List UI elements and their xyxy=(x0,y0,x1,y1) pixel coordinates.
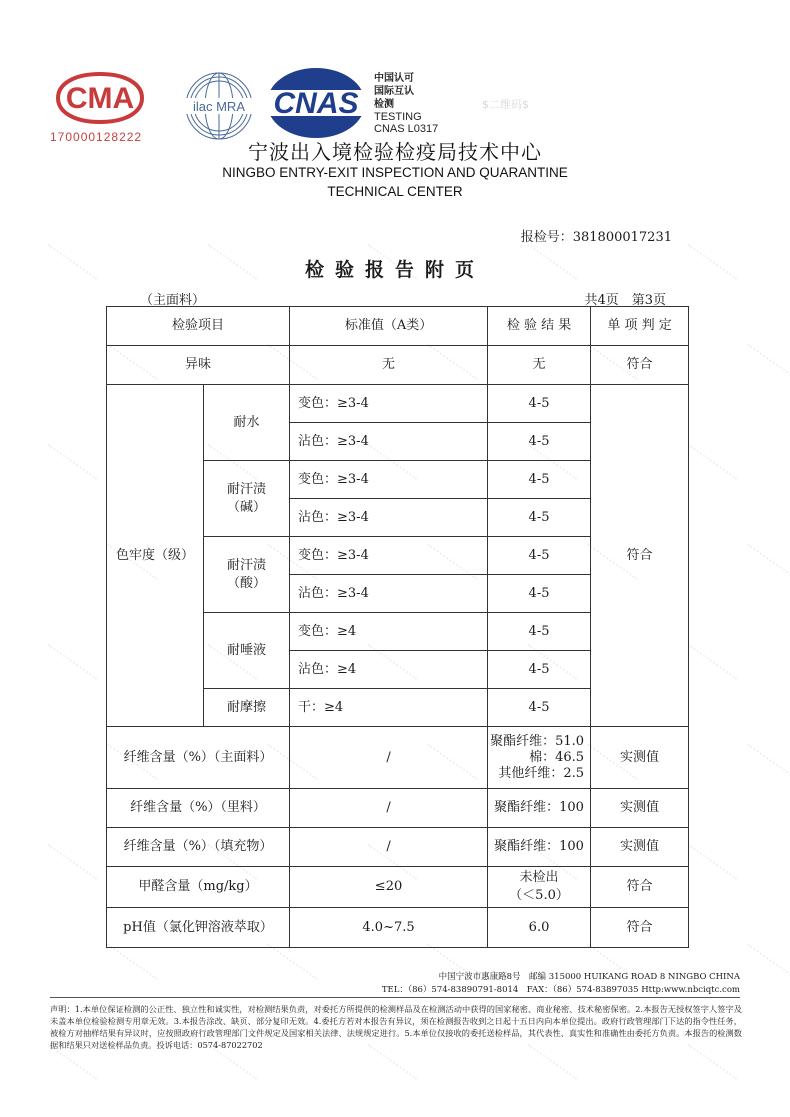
verdict-cell: 实测值 xyxy=(591,789,689,828)
table-row xyxy=(107,346,689,385)
result-cell: 4-5 xyxy=(488,537,591,575)
result-cell xyxy=(488,867,591,908)
item-cell: 纤维含量（%）（填充物） xyxy=(107,828,290,867)
standard-cell: 变色：≥3-4 xyxy=(290,385,488,423)
results-table xyxy=(106,306,689,948)
verdict-cell: 实测值 xyxy=(591,828,689,867)
result-line: （＜5.0） xyxy=(509,888,569,903)
watermark-mark xyxy=(743,544,790,587)
watermark-mark xyxy=(43,644,98,687)
standard-cell: 沾色：≥3-4 xyxy=(290,423,488,461)
subitem-cell: 耐摩擦 xyxy=(204,689,290,727)
watermark-mark xyxy=(263,944,318,987)
watermark-mark xyxy=(743,944,790,987)
cma-number: 170000128222 xyxy=(50,130,143,144)
result-cell xyxy=(488,727,591,789)
result-cell: 6.0 xyxy=(488,908,591,948)
result-line: 棉：46.5 xyxy=(529,749,585,765)
header-standard: 标准值（A类） xyxy=(290,307,488,346)
header-verdict: 单 项 判 定 xyxy=(591,307,689,346)
fabric-label: （主面料） xyxy=(140,293,206,308)
result-cell: 4-5 xyxy=(488,613,591,651)
result-cell: 4-5 xyxy=(488,423,591,461)
colorfastness-verdict-cell: 符合 xyxy=(591,385,689,727)
table-row xyxy=(107,727,689,789)
ilac-mra-logo-icon xyxy=(178,70,260,142)
item-cell: 异味 xyxy=(107,346,290,385)
table-row xyxy=(107,385,689,423)
watermark-mark xyxy=(743,344,790,387)
watermark-mark xyxy=(683,844,738,887)
verdict-cell: 符合 xyxy=(591,908,689,948)
result-line: 聚酯纤维：51.0 xyxy=(490,733,585,749)
result-cell: 无 xyxy=(488,346,591,385)
subitem-cell: 耐唾液 xyxy=(204,613,290,689)
header-result: 检 验 结 果 xyxy=(488,307,591,346)
cma-logo-text: CMA xyxy=(65,82,135,115)
item-cell: 纤维含量（%）（主面料） xyxy=(107,727,290,789)
org-name-en-line2: TECHNICAL CENTER xyxy=(327,184,463,199)
standard-cell: 变色：≥3-4 xyxy=(290,537,488,575)
result-cell: 4-5 xyxy=(488,499,591,537)
result-cell: 4-5 xyxy=(488,575,591,613)
ilac-logo-text: ilac MRA xyxy=(192,99,246,114)
footer-disclaimer: 声明：1.本单位保证检测的公正性、独立性和诚实性，对检测结果负责，对委托方所提供的检测样品及在检测活动中获得的国家秘密、商业秘密、技术秘密保密。2.本报告无授权签字人签字及未盖本单位检验检测专用章无效。3.本报告涂改、缺页、部分复印无效。4.委托方若对本报告有异议，须在检测报告收到之日起十五日内向本单位提出。政府行政管理部门下达的指令性任务，被检方对抽样结果有异议时，应按照政府行政管理部门文件规定及国家相关法律、法规规定进行。5.本单位仅接收的委托送检样品，其代表性、真实性和准确性由委托方负责。本报告的检测数据和结果只对送检样品负责。投诉电话：0574-87022702 xyxy=(50,1004,742,1050)
result-cell: 4-5 xyxy=(488,651,591,689)
qr-placeholder-text: $二维码$ xyxy=(482,98,529,111)
result-line: 未检出 xyxy=(519,870,559,885)
result-cell: 4-5 xyxy=(488,385,591,423)
table-header-row xyxy=(107,307,689,346)
colorfastness-item-cell: 色牢度（级） xyxy=(107,385,204,727)
subitem-cell: 耐汗渍 （酸） xyxy=(204,537,290,613)
cnas-cn-line: 国际互认 xyxy=(374,86,414,97)
cnas-en-line: TESTING xyxy=(374,111,422,123)
item-cell: 纤维含量（%）（里料） xyxy=(107,789,290,828)
footer-address: 中国宁波市惠康路8号 邮编 315000 HUIKANG ROAD 8 NINGBO CHINA xyxy=(438,972,740,982)
org-name-en-line1: NINGBO ENTRY-EXIT INSPECTION AND QUARANTINE xyxy=(222,165,568,180)
result-cell: 聚酯纤维：100 xyxy=(488,789,591,828)
cnas-cn-line: 中国认可 xyxy=(374,73,414,84)
watermark-mark xyxy=(43,844,98,887)
watermark-mark xyxy=(43,444,98,487)
cnas-logo-text: CNAS xyxy=(273,87,359,120)
subitem-cell: 耐水 xyxy=(204,385,290,461)
result-cell: 4-5 xyxy=(488,461,591,499)
cnas-cn-line: 检测 xyxy=(374,99,394,110)
verdict-cell: 符合 xyxy=(591,346,689,385)
cnas-cn-label xyxy=(374,72,414,111)
standard-cell: 干：≥4 xyxy=(290,689,488,727)
page-info: 共4页 第3页 xyxy=(584,293,666,308)
standard-cell: 4.0~7.5 xyxy=(290,908,488,948)
cnas-en-label xyxy=(374,111,438,135)
item-cell: pH值（氯化钾溶液萃取） xyxy=(107,908,290,948)
standard-cell: / xyxy=(290,789,488,828)
table-row xyxy=(107,867,689,908)
standard-cell: / xyxy=(290,727,488,789)
item-cell: 甲醛含量（mg/kg） xyxy=(107,867,290,908)
table-row xyxy=(107,908,689,948)
standard-cell: ≤20 xyxy=(290,867,488,908)
verdict-cell: 实测值 xyxy=(591,727,689,789)
standard-cell: / xyxy=(290,828,488,867)
header-item: 检验项目 xyxy=(107,307,290,346)
cnas-en-line: CNAS L0317 xyxy=(374,123,439,135)
footer-contact: TEL：（86）574-83890791-8014 FAX：（86）574-83897035 Http:www.nbciqtc.com xyxy=(381,985,740,995)
standard-cell: 变色：≥4 xyxy=(290,613,488,651)
watermark-mark xyxy=(103,944,158,987)
standard-cell: 变色：≥3-4 xyxy=(290,461,488,499)
cma-logo-icon xyxy=(52,70,148,126)
result-line: 其他纤维：2.5 xyxy=(498,765,585,781)
subitem-cell: 耐汗渍 （碱） xyxy=(204,461,290,537)
org-name-cn: 宁波出入境检验检疫局技术中心 xyxy=(248,140,542,164)
standard-cell: 沾色：≥3-4 xyxy=(290,499,488,537)
result-cell: 4-5 xyxy=(488,689,591,727)
watermark-mark xyxy=(683,444,738,487)
table-row xyxy=(107,828,689,867)
result-cell: 聚酯纤维：100 xyxy=(488,828,591,867)
footer-divider xyxy=(50,997,740,998)
standard-cell: 无 xyxy=(290,346,488,385)
standard-cell: 沾色：≥4 xyxy=(290,651,488,689)
table-row xyxy=(107,789,689,828)
watermark-mark xyxy=(743,744,790,787)
verdict-cell: 符合 xyxy=(591,867,689,908)
page-title: 检验报告附页 xyxy=(304,259,485,281)
report-number: 报检号：381800017231 xyxy=(520,230,672,245)
watermark-mark xyxy=(683,644,738,687)
standard-cell: 沾色：≥3-4 xyxy=(290,575,488,613)
cnas-logo-icon xyxy=(265,66,367,140)
